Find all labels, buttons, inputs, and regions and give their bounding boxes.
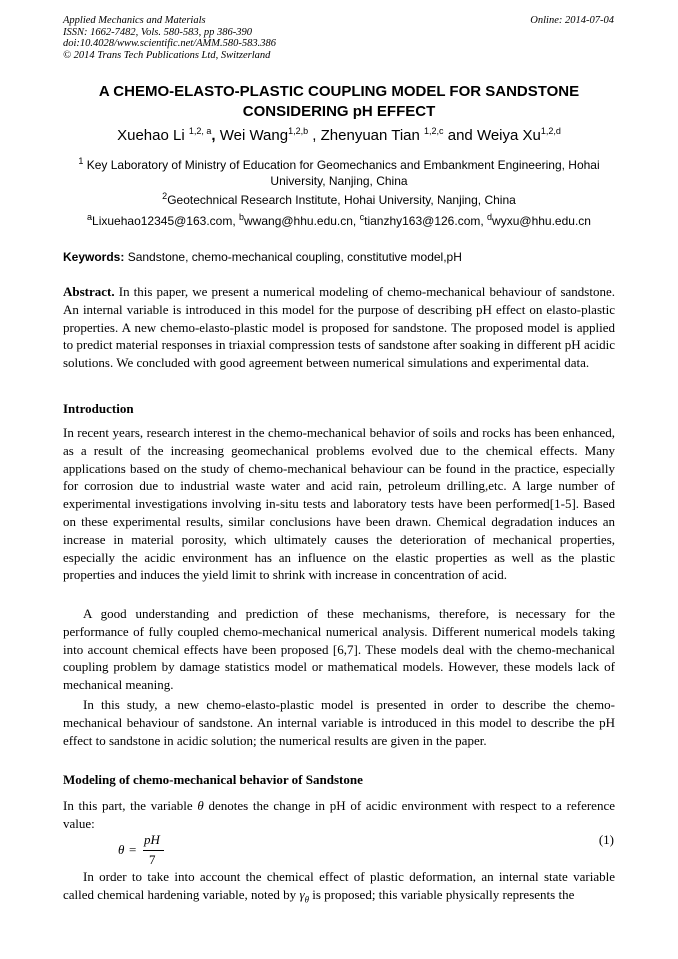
author-emails: [63, 214, 615, 228]
copyright-line: © 2014 Trans Tech Publications Ltd, Switzerland: [63, 49, 271, 61]
email-mark: b: [239, 212, 245, 222]
affiliation-text: Key Laboratory of Ministry of Education for Geomechanics and Embankment Engineering, Hohai University, Nanjing, China: [86, 158, 600, 188]
equation-1: [118, 832, 178, 872]
doi-line: doi:10.4028/www.scientific.net/AMM.580-583.386: [63, 38, 276, 49]
affiliation-1: [63, 157, 615, 189]
gamma-symbol: γ: [299, 886, 305, 902]
text-run: In this part, the variable: [63, 798, 198, 813]
issn-line: ISSN: 1662-7482, Vols. 580-583, pp 386-390: [63, 26, 252, 38]
online-date: Online: 2014-07-04: [530, 15, 614, 26]
email-mark: d: [487, 212, 493, 222]
author-name: Zhenyuan Tian: [320, 127, 420, 144]
affiliation-number: 2: [162, 191, 168, 201]
introduction-heading: Introduction: [63, 401, 134, 416]
email-mark: c: [359, 212, 365, 222]
journal-name: Applied Mechanics and Materials: [63, 15, 206, 26]
author-name: Weiya Xu: [476, 127, 541, 144]
title-line-2: CONSIDERING pH EFFECT: [242, 103, 436, 120]
author-name: Xuehao Li: [117, 127, 185, 144]
modeling-paragraph-1: [63, 797, 615, 833]
paper-title: [63, 82, 615, 122]
text-run: In order to take into account the chemical effect of plastic deformation, an internal state variable called chemical hardening variable, noted by: [63, 869, 615, 902]
title-line-1: A CHEMO-ELASTO-PLASTIC COUPLING MODEL FOR SANDSTONE: [98, 83, 580, 100]
author-affiliation-mark: 1,2,c: [424, 126, 444, 136]
email-mark: a: [87, 212, 93, 222]
equation-lhs: θ: [118, 842, 125, 857]
publication-header: [63, 15, 276, 61]
abstract: [63, 283, 615, 372]
equation-number: (1): [598, 832, 614, 847]
affiliation-2: [63, 192, 615, 208]
keywords-label: Keywords:: [63, 250, 125, 264]
author-conjunction: and: [443, 127, 477, 144]
author-separator: ,: [211, 127, 220, 144]
modeling-paragraph-2: [63, 868, 615, 909]
intro-paragraph-1: In recent years, research interest in the chemo-mechanical behavior of soils and rocks has been enhanced, as a result of the increasing geomechanical problems evolved due to the chemical effects. Many applications based on the study of chemo-mechanical behaviour can be found in the practice, especially for corrosion due to industrial waste water and acid rain, petroleum drilling,etc. A large number of experimental investigations involving in-situ tests and laboratory tests have been performed[1-5]. Based on these experimental results, similar conclusions have been drawn. Chemical degradation induces an increase in material porosity, which ultimately causes the deterioration of mechanical properties, especially the acidic environment has an influence on the elastic properties as well as the plastic properties and induces the yield limit to shrink with increase in concentration of acid.: [63, 425, 615, 583]
equation-equals: =: [129, 842, 137, 857]
modeling-heading: Modeling of chemo-mechanical behavior of Sandstone: [63, 772, 363, 787]
keywords: [63, 250, 615, 264]
author-list: [63, 127, 615, 144]
email-link[interactable]: tianzhy163@126.com,: [364, 214, 488, 228]
author-affiliation-mark: 1,2, a: [188, 126, 212, 136]
text-run: denotes the change in pH of acidic environment with respect to a reference value:: [63, 798, 615, 831]
affiliation-text: Geotechnical Research Institute, Hohai University, Nanjing, China: [167, 193, 516, 207]
author-separator: ,: [312, 127, 321, 144]
gamma-subscript: θ: [304, 894, 309, 905]
affiliation-number: 1: [78, 156, 84, 166]
intro-paragraph-2: A good understanding and prediction of these mechanisms, therefore, is necessary for the performance of fully coupled chemo-mechanical numerical analysis. Different numerical models taking into account chemical effects have been proposed [6,7]. These models deal with the chemo-mechanical coupling problem by damage statistics model or mathematical models. However, these models lack of mechanical meaning.: [63, 606, 615, 693]
author-affiliation-mark: 1,2,b: [288, 126, 309, 136]
abstract-label: Abstract.: [63, 284, 115, 299]
equation-numerator: pH: [144, 832, 160, 847]
text-run: is proposed; this variable physically represents the: [308, 886, 575, 902]
fraction-bar: [143, 850, 164, 851]
email-link[interactable]: wyxu@hhu.edu.cn: [492, 214, 591, 228]
keywords-text: Sandstone, chemo-mechanical coupling, constitutive model,pH: [127, 250, 462, 264]
abstract-text: In this paper, we present a numerical modeling of chemo-mechanical behaviour of sandstone. An internal variable is introduced in this model for the purpose of describing pH effect on elasto-plastic properties. A new chemo-elasto-plastic model is proposed for sandstone. The proposed model is applied to predict material responses in triaxial compression tests of sandstone after soaking in different pH acidic solutions. We concluded with good agreement between numerical simulations and experimental data.: [63, 284, 616, 371]
email-link[interactable]: Lixuehao12345@163.com,: [92, 214, 239, 228]
intro-paragraph-3: In this study, a new chemo-elasto-plastic model is presented in order to describe the chemo-mechanical behaviour of sandstone. An internal variable is introduced in this model to describe the pH effect to sandstone in acidic solution; the numerical results are given in the paper.: [63, 697, 615, 748]
author-affiliation-mark: 1,2,d: [540, 126, 561, 136]
author-name: Wei Wang: [219, 127, 289, 144]
theta-symbol: θ: [197, 798, 204, 813]
equation-denominator: 7: [149, 852, 156, 867]
email-link[interactable]: wwang@hhu.edu.cn,: [244, 214, 360, 228]
